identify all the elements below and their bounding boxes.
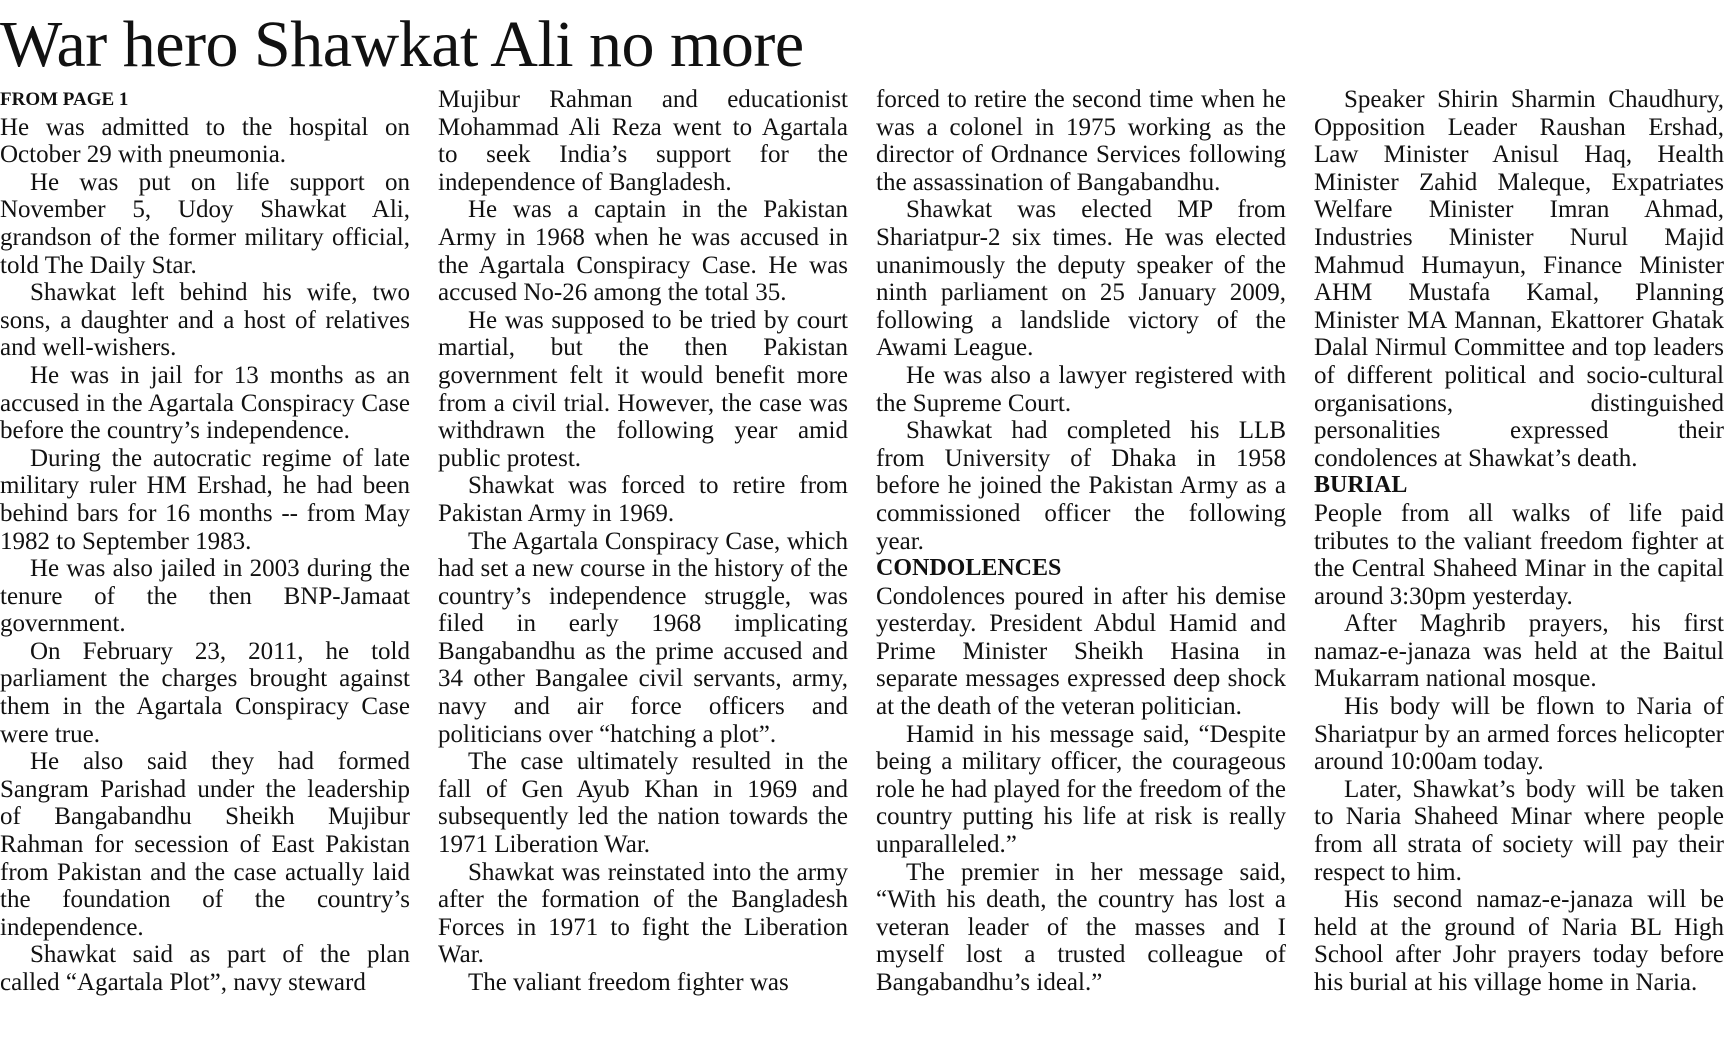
article-column-2 <box>438 86 848 997</box>
paragraph: Mujibur Rahman and educationist Mohammad Ali Reza went to Agartala to seek India’s support for the independence of Bangladesh. <box>438 86 848 196</box>
paragraph: During the autocratic regime of late military ruler HM Ershad, he had been behind bars for 16 months -- from May 1982 to September 1983. <box>0 444 410 555</box>
paragraph: He was a captain in the Pakistan Army in 1968 when he was accused in the Agartala Conspiracy Case. He was accused No-26 among the total 35. <box>438 196 848 307</box>
paragraph: He also said they had formed Sangram Parishad under the leadership of Bangabandhu Sheikh Mujibur Rahman for secession of East Pakistan from Pakistan and the case actually laid the foundation of the country’s independence. <box>0 748 410 941</box>
paragraph: He was also jailed in 2003 during the tenure of the then BNP-Jamaat government. <box>0 555 410 638</box>
paragraph: Shawkat was elected MP from Shariatpur-2 six times. He was elected unanimously the deputy speaker of the ninth parliament on 25 January 2009, following a landslide victory of the Awami League. <box>876 196 1286 362</box>
paragraph: The premier in her message said, “With his death, the country has lost a veteran leader of the masses and I myself lost a trusted colleague of Bangabandhu’s ideal.” <box>876 858 1286 996</box>
paragraph: Shawkat said as part of the plan called “Agartala Plot”, navy steward <box>0 941 410 996</box>
paragraph: He was put on life support on November 5, Udoy Shawkat Ali, grandson of the former military official, told The Daily Star. <box>0 168 410 279</box>
headline: War hero Shawkat Ali no more <box>0 8 804 81</box>
paragraph: His body will be flown to Naria of Shariatpur by an armed forces helicopter around 10:00am today. <box>1314 693 1724 776</box>
article-column-4 <box>1314 86 1724 997</box>
paragraph: Later, Shawkat’s body will be taken to Naria Shaheed Minar where people from all strata of society will pay their respect to him. <box>1314 775 1724 886</box>
paragraph: Condolences poured in after his demise yesterday. President Abdul Hamid and Prime Minister Sheikh Hasina in separate messages expressed deep shock at the death of the veteran politician. <box>876 582 1286 721</box>
paragraph: After Maghrib prayers, his first namaz-e-janaza was held at the Baitul Mukarram national mosque. <box>1314 610 1724 693</box>
paragraph: People from all walks of life paid tributes to the valiant freedom fighter at the Central Shaheed Minar in the capital around 3:30pm yesterday. <box>1314 499 1724 610</box>
subhead-condolences: CONDOLENCES <box>876 555 1062 582</box>
paragraph: Shawkat was forced to retire from Pakistan Army in 1969. <box>438 472 848 527</box>
paragraph: Hamid in his message said, “Despite being a military officer, the courageous role he had played for the freedom of the country putting his life at risk is really unparalleled.” <box>876 720 1286 859</box>
paragraph: Shawkat had completed his LLB from University of Dhaka in 1958 before he joined the Pakistan Army as a commissioned officer the following year. <box>876 417 1286 555</box>
article-column-3 <box>876 86 1286 997</box>
paragraph: Shawkat was reinstated into the army after the formation of the Bangladesh Forces in 1971 to fight the Liberation War. <box>438 858 848 969</box>
paragraph: The case ultimately resulted in the fall of Gen Ayub Khan in 1969 and subsequently led the nation towards the 1971 Liberation War. <box>438 748 848 859</box>
paragraph: Speaker Shirin Sharmin Chaudhury, Opposition Leader Raushan Ershad, Law Minister Anisul Haq, Health Minister Zahid Maleque, Expatriates Welfare Minister Imran Ahmad, Industries Minister Nurul Majid Mahmud Humayun, Finance Minister AHM Mustafa Kamal, Planning Minister MA Mannan, Ekattorer Ghatak Dalal Nirmul Committee and top leaders of different political and socio-cultural organisations, distinguished personalities expressed their condolences at Shawkat’s death. <box>1314 86 1724 472</box>
paragraph: The Agartala Conspiracy Case, which had set a new course in the history of the country’s independence struggle, was filed in early 1968 implicating Bangabandhu as the prime accused and 34 other Bangalee civil servants, army, navy and air force officers and politicians over “hatching a plot”. <box>438 527 848 748</box>
paragraph: His second namaz-e-janaza will be held at the ground of Naria BL High School after Johr prayers today before his burial at his village home in Naria. <box>1314 886 1724 996</box>
paragraph: Shawkat left behind his wife, two sons, a daughter and a host of relatives and well-wishers. <box>0 279 410 362</box>
paragraph: The valiant freedom fighter was <box>468 969 789 996</box>
kicker-from-page: FROM PAGE 1 <box>0 89 129 110</box>
paragraph: On February 23, 2011, he told parliament the charges brought against them in the Agartala Conspiracy Case were true. <box>0 637 410 748</box>
paragraph: forced to retire the second time when he was a colonel in 1975 working as the director of Ordnance Services following the assassination of Bangabandhu. <box>876 86 1286 196</box>
paragraph: He was admitted to the hospital on October 29 with pneumonia. <box>0 113 410 169</box>
subhead-burial: BURIAL <box>1314 472 1408 499</box>
paragraph: He was supposed to be tried by court martial, but the then Pakistan government felt it would benefit more from a civil trial. However, the case was withdrawn the following year amid public protest. <box>438 306 848 472</box>
article-column-1 <box>0 86 410 997</box>
paragraph: He was in jail for 13 months as an accused in the Agartala Conspiracy Case before the country’s independence. <box>0 361 410 445</box>
paragraph: He was also a lawyer registered with the Supreme Court. <box>876 361 1286 417</box>
